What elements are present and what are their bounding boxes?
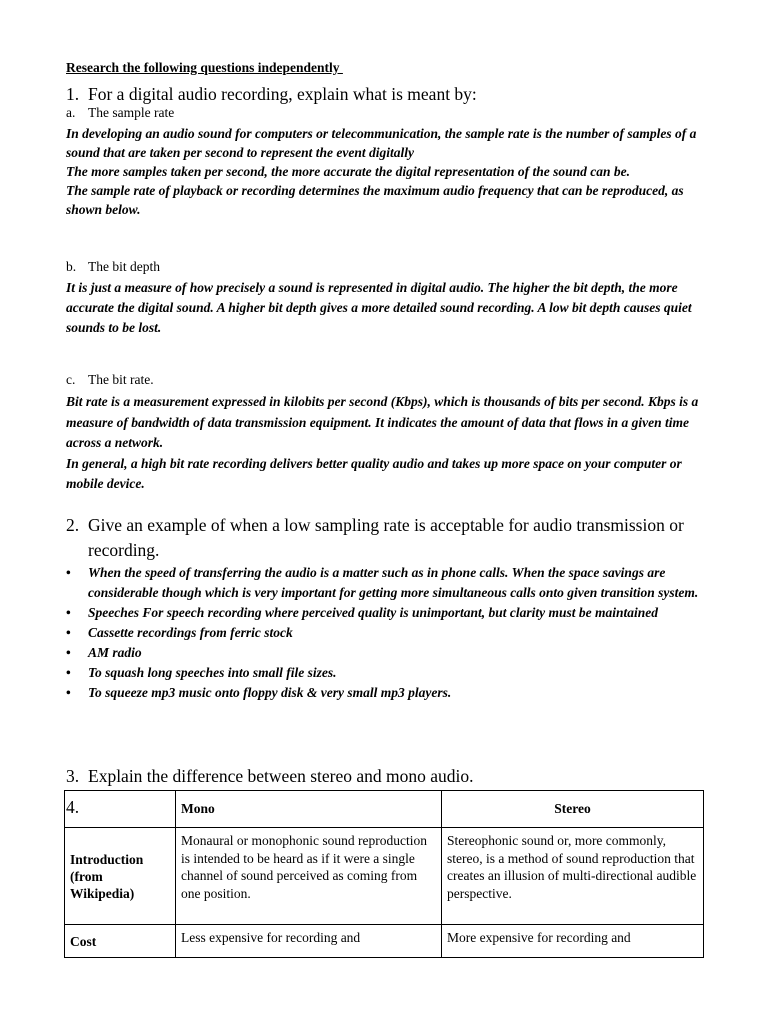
row-label: Cost: [65, 925, 176, 958]
subquestion-a: [66, 105, 174, 121]
stereo-cell: Stereophonic sound or, more commonly, stereo, is a method of sound reproduction that creates an illusion of multi-directional audible perspective.: [442, 828, 704, 925]
subquestion-letter: b.: [66, 259, 77, 274]
mono-cell: Monaural or monophonic sound reproduction is intended to be heard as if it were a single channel of sound perceived as coming from one position.: [176, 828, 442, 925]
bullet-glyph: •: [66, 685, 71, 700]
worksheet-heading: Research the following questions independently: [66, 60, 343, 75]
subquestion-label: The sample rate: [88, 105, 175, 120]
subquestion-label: The bit depth: [88, 259, 160, 274]
stereo-cell: More expensive for recording and: [442, 925, 704, 958]
table-header-mono: Mono: [176, 791, 442, 828]
bullet-glyph: •: [66, 665, 71, 680]
table-row: [65, 925, 704, 958]
question-3: [66, 764, 474, 789]
answer-paragraph: In developing an audio sound for computers or telecommunication, the sample rate is the number of samples of a sound that are taken per second to represent the event digitally: [66, 126, 697, 160]
bullet-glyph: •: [66, 625, 71, 640]
subquestion-b: [66, 259, 160, 275]
question-4-number: 4.: [66, 797, 80, 817]
answer-paragraph: The sample rate of playback or recording determines the maximum audio frequency that can be reproduced, as shown below.: [66, 183, 684, 217]
question-text: Give an example of when a low sampling rate is acceptable for audio transmission or recording.: [88, 515, 684, 560]
answer-b: [66, 278, 708, 338]
list-item: • When the speed of transferring the audio is a matter such as in phone calls. When the space savings are considerable though which is very important for getting more simultaneous calls onto given transition system.: [66, 565, 699, 600]
question-text: For a digital audio recording, explain what is meant by:: [88, 84, 477, 104]
bullet-glyph: •: [66, 605, 71, 620]
list-item: • AM radio: [66, 643, 708, 663]
list-item: • Cassette recordings from ferric stock: [66, 623, 708, 643]
examples-list: [66, 563, 708, 703]
bullet-glyph: •: [66, 565, 71, 580]
table-row: [65, 828, 704, 925]
question-1: [66, 82, 477, 107]
list-item: • Speeches For speech recording where perceived quality is unimportant, but clarity must be maintained: [66, 603, 708, 623]
list-item: • To squeeze mp3 music onto floppy disk & very small mp3 players.: [66, 683, 708, 703]
answer-paragraph: It is just a measure of how precisely a sound is represented in digital audio. The higher the bit depth, the more accurate the digital sound. A higher bit depth gives a more detailed sound recording. A low bit depth causes quiet sounds to be lost.: [66, 280, 692, 335]
table-header-row: [65, 791, 704, 828]
table-header-blank: [65, 791, 176, 828]
question-number: 2.: [66, 515, 80, 535]
answer-paragraph: The more samples taken per second, the more accurate the digital representation of the sound can be.: [66, 164, 630, 179]
row-label: Introduction (from Wikipedia): [65, 828, 176, 925]
mono-stereo-table: [64, 790, 704, 958]
answer-paragraph: Bit rate is a measurement expressed in kilobits per second (Kbps), which is thousands of bits per second. Kbps is a measure of bandwidth of data transmission equipment. It indicates the amount of data that flows in a given time across a network.: [66, 394, 699, 450]
subquestion-letter: c.: [66, 372, 76, 387]
question-text: Explain the difference between stereo and mono audio.: [88, 766, 474, 786]
question-number: 3.: [66, 766, 80, 786]
answer-a: [66, 124, 708, 219]
answer-paragraph: In general, a high bit rate recording delivers better quality audio and takes up more space on your computer or mobile device.: [66, 455, 682, 491]
subquestion-label: The bit rate.: [88, 372, 154, 387]
answer-c: [66, 392, 708, 495]
subquestion-c: [66, 372, 154, 388]
subquestion-letter: a.: [66, 105, 76, 120]
mono-cell: Less expensive for recording and: [176, 925, 442, 958]
question-number: 1.: [66, 84, 80, 104]
list-item: • To squash long speeches into small file sizes.: [66, 663, 708, 683]
bullet-glyph: •: [66, 645, 71, 660]
table-header-stereo: Stereo: [442, 791, 704, 828]
question-2: [66, 513, 706, 563]
